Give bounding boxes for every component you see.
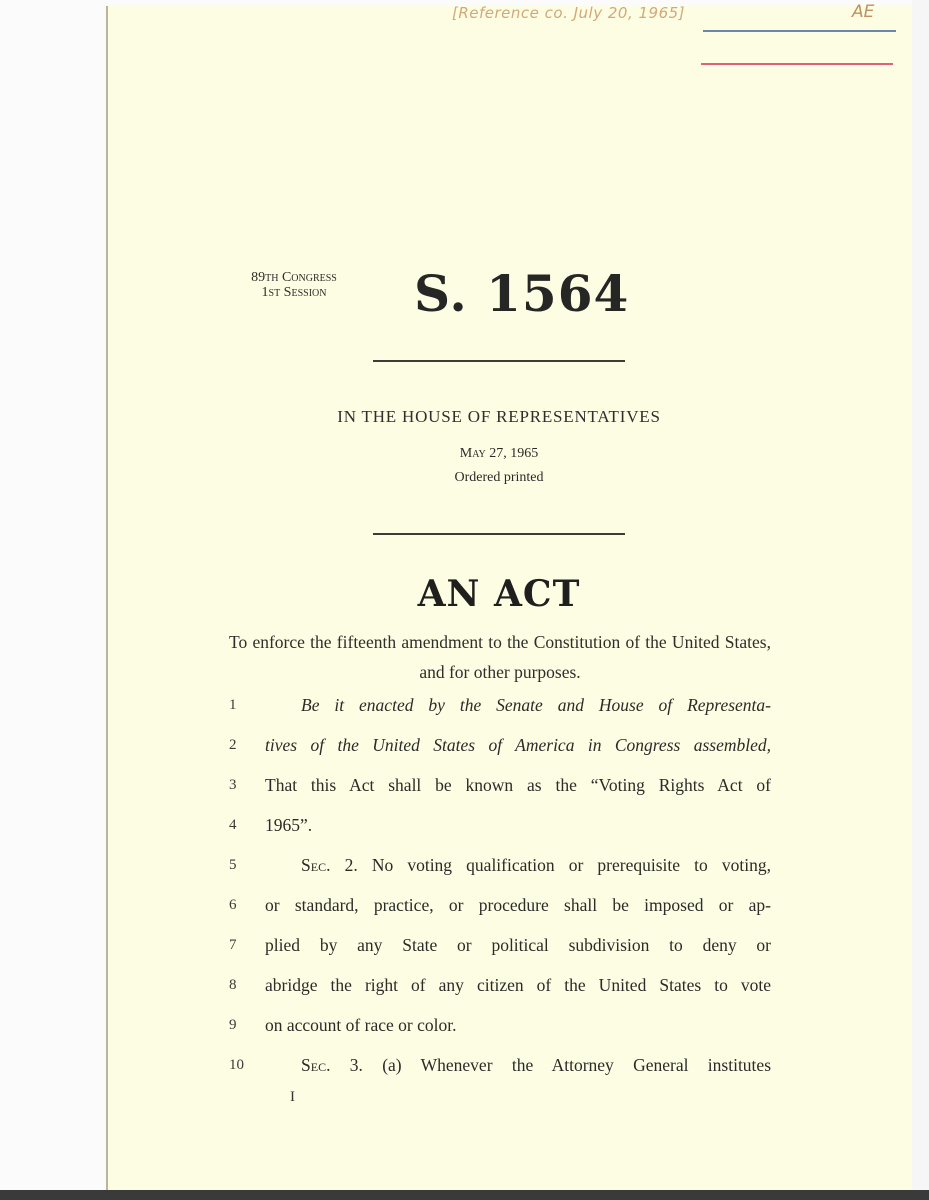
congress-number: 89th Congress (251, 270, 337, 285)
bill-line (229, 690, 771, 720)
section-label: Sec. (301, 855, 331, 875)
line-text: 1965”. (265, 815, 313, 835)
line-text: on account of race or color. (265, 1015, 457, 1035)
session-number: 1st Session (261, 285, 327, 300)
line-text: plied by any State or political subdivision to deny or (265, 935, 771, 955)
line-number: 5 (229, 857, 237, 873)
bill-line (229, 770, 771, 800)
line-number: 2 (229, 737, 237, 753)
line-text: 3. (a) Whenever the Attorney General institutes (330, 1055, 771, 1075)
bill-line (229, 930, 771, 960)
bill-line (229, 1010, 771, 1040)
line-number: 8 (229, 977, 237, 993)
print-status: Ordered printed (454, 470, 544, 485)
divider-rule (373, 360, 625, 362)
act-purpose: To enforce the fifteenth amendment to the Constitution of the United States, and for other purposes. (229, 632, 771, 682)
section-3-heading (301, 1050, 771, 1080)
handwritten-reference-note: [Reference co. July 20, 1965] (452, 4, 686, 22)
bill-line (229, 810, 771, 840)
line-number: 6 (229, 897, 237, 913)
handwritten-initials: AE (852, 2, 875, 22)
line-number: 9 (229, 1017, 237, 1033)
chamber-heading: IN THE HOUSE OF REPRESENTATIVES (337, 407, 661, 426)
bill-line (229, 850, 771, 880)
bill-line (229, 890, 771, 920)
line-text: 2. No voting qualification or prerequisite to voting, (330, 855, 771, 875)
line-number: 1 (229, 697, 237, 713)
scan-bottom-edge (0, 1190, 929, 1200)
act-title: AN ACT (417, 573, 581, 615)
date-line (0, 446, 929, 462)
divider-rule (373, 533, 625, 535)
bill-line (229, 730, 771, 760)
line-number: 7 (229, 937, 237, 953)
page-signature-marker: I (290, 1089, 295, 1105)
bill-number: S. 1564 (414, 264, 630, 323)
enacting-clause: Be it enacted by the Senate and House of Representa- (301, 695, 771, 715)
congress-session-label (226, 270, 362, 300)
bill-line (229, 1050, 771, 1080)
enacting-clause: tives of the United States of America in Congress assembled, (265, 735, 771, 755)
section-label: Sec. (301, 1055, 331, 1075)
introduced-date: May 27, 1965 (459, 446, 539, 461)
bill-line (229, 970, 771, 1000)
line-number: 4 (229, 817, 237, 833)
red-pencil-rule (701, 63, 893, 65)
blue-pencil-rule (703, 30, 896, 32)
line-text: That this Act shall be known as the “Voting Rights Act of (265, 775, 771, 795)
line-number: 3 (229, 777, 237, 793)
section-2-heading (301, 850, 771, 880)
line-text: or standard, practice, or procedure shall be imposed or ap- (265, 895, 771, 915)
line-number: 10 (229, 1057, 244, 1073)
line-text: abridge the right of any citizen of the United States to vote (265, 975, 771, 995)
